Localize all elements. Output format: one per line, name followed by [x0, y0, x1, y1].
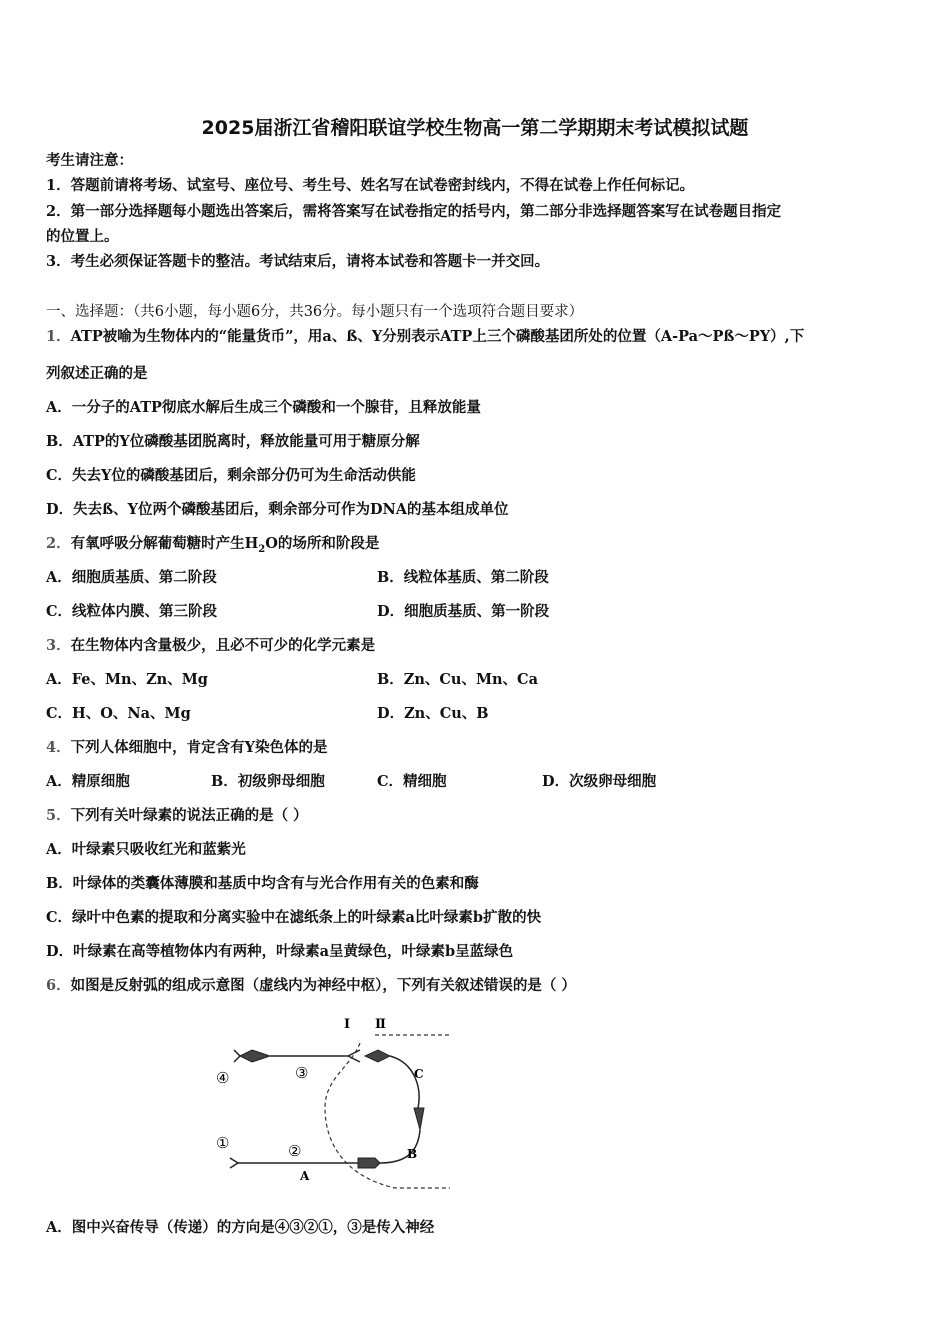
- question-5-option-c: C．绿叶中色素的提取和分离实验中在滤纸条上的叶绿素a比叶绿素b扩散的快: [46, 909, 542, 926]
- question-number: 4．: [46, 739, 71, 756]
- label-2: ②: [288, 1142, 302, 1160]
- question-3-stem: [46, 636, 375, 656]
- notice-item: 1．答题前请将考场、试室号、座位号、考生号、姓名写在试卷密封线内，不得在试卷上作任何标记。: [46, 177, 695, 194]
- question-2-option-c: C．线粒体内膜、第三阶段: [46, 603, 218, 620]
- question-3-option-b: B．Zn、Cu、Mn、Ca: [377, 671, 538, 688]
- question-5-option-a: A．叶绿素只吸收红光和蓝紫光: [46, 841, 246, 858]
- label-B: B: [407, 1147, 418, 1161]
- subscript: 2: [258, 543, 266, 555]
- question-1-option-a: A．一分子的ATP彻底水解后生成三个磷酸和一个腺苷，且释放能量: [46, 399, 481, 416]
- question-1-stem-cont: 列叙述正确的是: [46, 365, 148, 382]
- label-I: I: [344, 1017, 351, 1032]
- question-text: ATP被喻为生物体内的“能量货币”，用a、ß、Y分别表示ATP上三个磷酸基团所处的位置（A-Pa～Pß～PY）,下: [70, 328, 805, 345]
- question-1-option-d: D．失去ß、Y位两个磷酸基团后，剩余部分可作为DNA的基本组成单位: [46, 501, 509, 518]
- question-6-stem: [46, 976, 576, 996]
- label-II: Ⅱ: [375, 1017, 386, 1032]
- question-6-option-a: A．图中兴奋传导（传递）的方向是④③②①，③是传入神经: [46, 1219, 435, 1236]
- question-text: 如图是反射弧的组成示意图（虚线内为神经中枢），下列有关叙述错误的是（ ）: [70, 977, 576, 994]
- question-3-option-d: D．Zn、Cu、B: [377, 705, 489, 722]
- notice-item: 3．考生必须保证答题卡的整洁。考试结束后，请将本试卷和答题卡一并交回。: [46, 253, 550, 270]
- notice-heading: 考生请注意：: [46, 152, 133, 169]
- question-number: 1．: [46, 328, 71, 345]
- interneuron-body: [365, 1050, 390, 1062]
- notice-item: 的位置上。: [46, 228, 119, 245]
- reflex-arc-diagram: [200, 1008, 450, 1198]
- question-5-stem: [46, 806, 308, 826]
- exam-title: 2025届浙江省稽阳联谊学校生物高一第二学期期末考试模拟试题: [201, 117, 749, 139]
- neuron-body-mid: [414, 1108, 424, 1130]
- label-A: A: [300, 1169, 310, 1183]
- question-text: O的场所和阶段是: [265, 535, 380, 552]
- question-text: 在生物体内含量极少，且必不可少的化学元素是: [70, 637, 376, 654]
- question-number: 5．: [46, 807, 71, 824]
- notice-item: 2．第一部分选择题每小题选出答案后，需将答案写在试卷指定的括号内，第二部分非选择题答案写在试卷题目指定: [46, 203, 782, 220]
- synapse-I: [348, 1050, 360, 1062]
- interneuron-fiber-c: [390, 1056, 419, 1108]
- question-3-option-a: A．Fe、Mn、Zn、Mg: [46, 671, 208, 688]
- question-number: 6．: [46, 977, 71, 994]
- question-2-stem: [46, 534, 379, 560]
- efferent-neuron-body: [240, 1050, 270, 1062]
- question-5-option-b: B．叶绿体的类囊体薄膜和基质中均含有与光合作用有关的色素和酶: [46, 875, 479, 892]
- question-4-stem: [46, 738, 327, 758]
- question-4-option-d: D．次级卵母细胞: [542, 773, 657, 790]
- question-5-option-d: D．叶绿素在高等植物体内有两种，叶绿素a呈黄绿色，叶绿素b呈蓝绿色: [46, 943, 514, 960]
- question-1-option-b: B．ATP的Y位磷酸基团脱离时，释放能量可用于糖原分解: [46, 433, 420, 450]
- question-2-option-a: A．细胞质基质、第二阶段: [46, 569, 217, 586]
- question-text: 有氧呼吸分解葡萄糖时产生H: [70, 535, 259, 552]
- question-4-option-b: B．初级卵母细胞: [211, 773, 325, 790]
- question-1-stem: [46, 327, 804, 347]
- question-number: 2．: [46, 535, 71, 552]
- question-2-option-b: B．线粒体基质、第二阶段: [377, 569, 549, 586]
- label-C: C: [414, 1067, 424, 1081]
- question-number: 3．: [46, 637, 71, 654]
- label-3: ③: [295, 1064, 309, 1082]
- question-1-option-c: C．失去Y位的磷酸基团后，剩余部分仍可为生命活动供能: [46, 467, 416, 484]
- question-4-option-a: A．精原细胞: [46, 773, 130, 790]
- receptor-ending: [230, 1158, 238, 1168]
- question-text: 下列人体细胞中，肯定含有Y染色体的是: [70, 739, 328, 756]
- nerve-center-boundary: [325, 1043, 450, 1188]
- afferent-neuron-body: [358, 1158, 380, 1168]
- question-4-option-c: C．精细胞: [377, 773, 447, 790]
- question-text: 下列有关叶绿素的说法正确的是（ ）: [70, 807, 308, 824]
- section-heading: 一、选择题：（共6小题，每小题6分，共36分。每小题只有一个选项符合题目要求）: [46, 304, 584, 320]
- label-1: ①: [216, 1134, 230, 1152]
- question-2-option-d: D．细胞质基质、第一阶段: [377, 603, 550, 620]
- label-4: ④: [216, 1069, 230, 1087]
- question-3-option-c: C．H、O、Na、Mg: [46, 705, 191, 722]
